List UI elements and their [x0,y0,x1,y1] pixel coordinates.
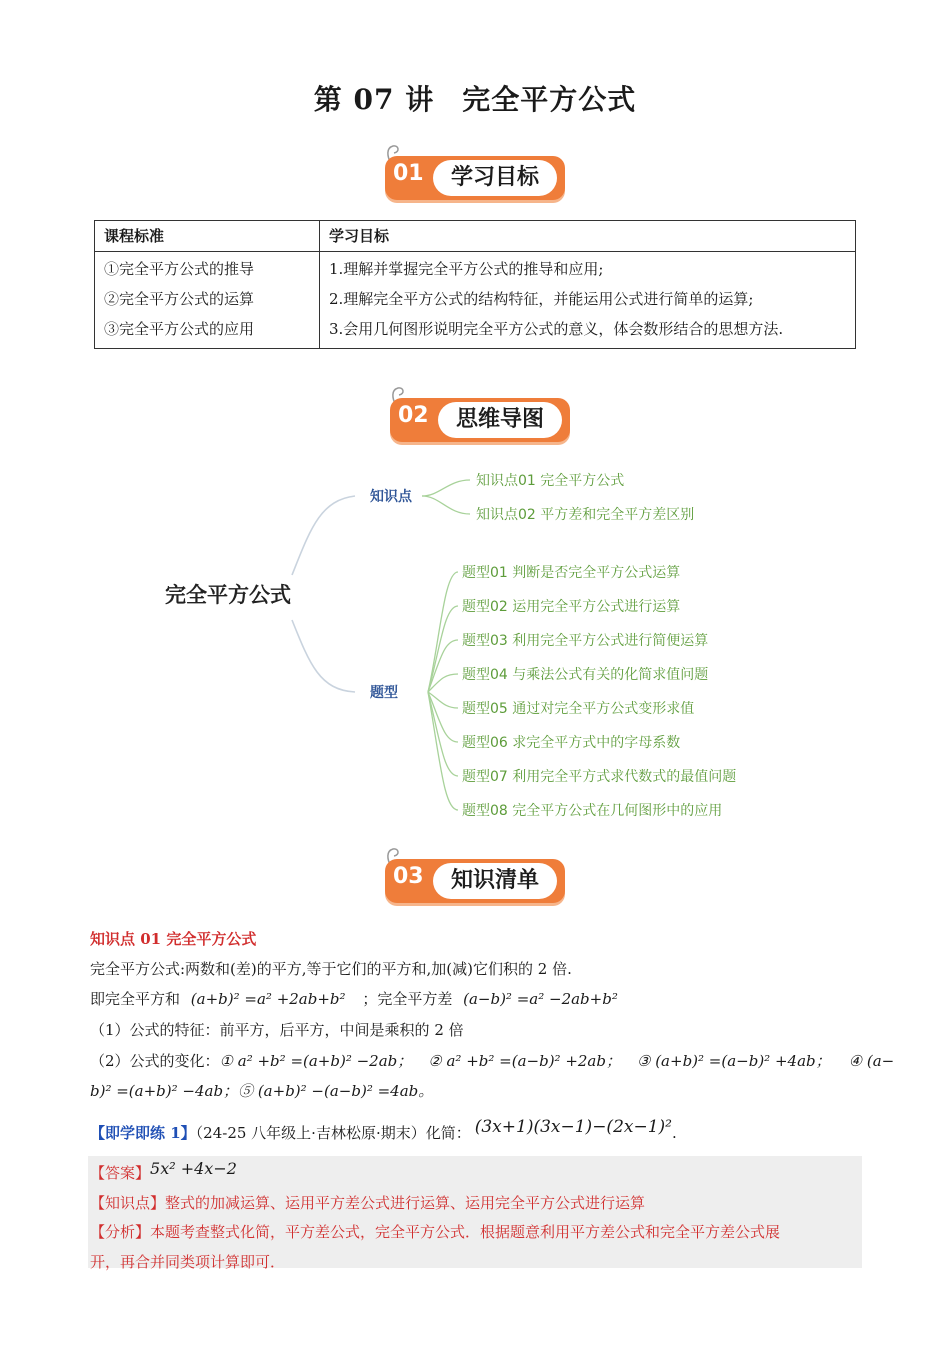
exercise-expression: (3x+1)(3x−1)−(2x−1)² [474,1117,672,1137]
mindmap-type-item: 题型01 判断是否完全平方公式运算 [462,565,681,581]
objectives-table [94,220,856,349]
variant-line-1: （2）公式的变化：① a² +b² =(a+b)² −2ab； ② a² +b² =(a−b)² +2ab； ③ (a+b)² =(a−b)² +4ab； ④ (a− [90,1052,895,1070]
exercise-tag: 【即学即练 1】 [90,1124,196,1142]
answer-line: 【答案】5x² +4x−2 [90,1159,237,1182]
formula-sum: (a+b)² =a² +2ab+b² [190,990,346,1008]
formula-line: 即完全平方和 (a+b)² =a² +2ab+b² ；完全平方差 (a−b)² =a² −2ab+b² [90,990,618,1008]
page-title: 第 07 讲 完全平方公式 [313,83,637,116]
exercise-1: 【即学即练 1】（24-25 八年级上·吉林松原·期末）化简： (3x+1)(3x−1)−(2x−1)². [90,1117,677,1142]
section-badge-mindmap: 02 思维导图 [388,384,588,454]
section-badge-objectives: 01 学习目标 [383,142,583,212]
mindmap-knowledge-item: 知识点02 平方差和完全平方差区别 [476,507,695,523]
answer-analysis: 【分析】本题考查整式化简，平方差公式，完全平方公式．根据题意利用平方差公式和完全平方差公式展 开，再合并同类项计算即可． [90,1223,781,1271]
mindmap-type-item: 题型05 通过对完全平方公式变形求值 [462,701,695,717]
feature-text: （1）公式的特征：前平方，后平方，中间是乘积的 2 倍 [90,1021,464,1039]
variant-line-2: b)² =(a+b)² −4ab；⑤ (a+b)² −(a−b)² =4ab。 [90,1082,434,1100]
answer-knowledge-line: 【知识点】整式的加减运算、运用平方差公式进行运算、运用完全平方公式进行运算 [90,1194,646,1212]
mindmap-type-item: 题型07 利用完全平方式求代数式的最值问题 [462,769,737,785]
mindmap-type-item: 题型02 运用完全平方公式进行运算 [462,599,681,615]
mindmap-type-item: 题型06 求完全平方式中的字母系数 [462,735,681,751]
table-header: 学习目标 [320,221,856,252]
answer-value: 5x² +4x−2 [150,1159,237,1178]
standards-cell: ①完全平方公式的推导 ②完全平方公式的运算 ③完全平方公式的应用 [95,252,320,349]
mindmap-root: 完全平方公式 [165,583,291,607]
mind-map [0,460,950,830]
mindmap-branch-knowledge: 知识点 [370,489,412,505]
mindmap-knowledge-item: 知识点01 完全平方公式 [476,473,625,489]
table-header: 课程标准 [95,221,320,252]
mindmap-type-item: 题型08 完全平方公式在几何图形中的应用 [462,803,723,819]
mindmap-type-item: 题型03 利用完全平方公式进行简便运算 [462,633,709,649]
goals-cell: 1.理解并掌握完全平方公式的推导和应用; 2.理解完全平方公式的结构特征，并能运用公式进行简单的运算; 3.会用几何图形说明完全平方公式的意义，体会数形结合的思想方法. [320,252,856,349]
definition-text: 完全平方公式:两数和(差)的平方,等于它们的平方和,加(减)它们积的 2 倍. [90,960,572,978]
mindmap-type-item: 题型04 与乘法公式有关的化简求值问题 [462,667,709,683]
mindmap-branch-types: 题型 [370,685,398,701]
formula-diff: (a−b)² =a² −2ab+b² [463,990,618,1008]
section-badge-knowledge: 03 知识清单 [383,845,583,915]
knowledge-point-title: 知识点 01 完全平方公式 [90,930,257,948]
